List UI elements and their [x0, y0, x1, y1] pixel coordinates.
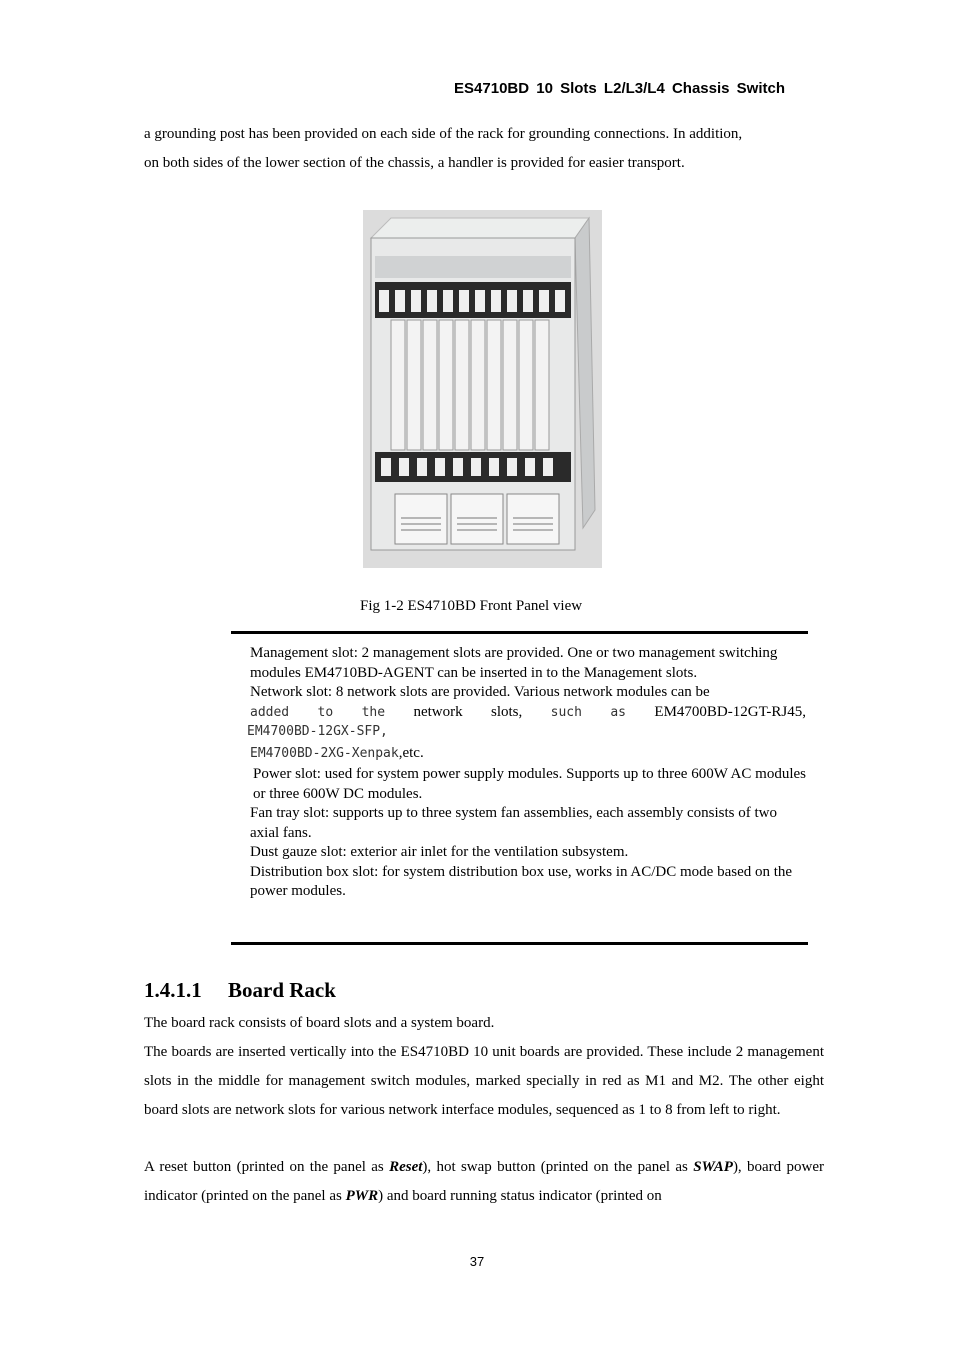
- figure-caption: Fig 1-2 ES4710BD Front Panel view: [360, 598, 583, 614]
- p3-text-a: A reset button (printed on the panel as: [144, 1159, 390, 1175]
- body-paragraph-1: The board rack consists of board slots and a system board.: [144, 1015, 495, 1031]
- note-network-d-tail: ,etc.: [398, 744, 424, 761]
- note-distribution: Distribution box slot: for system distribution box use, works in AC/DC mode based on the power modules.: [250, 863, 793, 899]
- note-network-b: [250, 703, 806, 723]
- note-network-word: added: [250, 704, 290, 720]
- running-header: ES4710BD 10 Slots L2/L3/L4 Chassis Switch: [454, 80, 785, 97]
- note-network-word: EM4700BD-12GT-RJ45,: [654, 703, 806, 720]
- p3-text-d: ) and board running status indicator (printed on: [378, 1188, 662, 1204]
- note-network-word: the: [361, 704, 386, 720]
- note-network-word: as: [610, 704, 627, 720]
- p3-text-b: ), hot swap button (printed on the panel as: [422, 1159, 694, 1175]
- reset-label: Reset: [389, 1159, 423, 1175]
- bottom-rule: [231, 942, 808, 945]
- section-title: Board Rack: [228, 978, 336, 1002]
- swap-label: SWAP: [693, 1159, 733, 1175]
- intro-paragraph: [144, 120, 824, 178]
- pwr-label: PWR: [345, 1188, 379, 1204]
- note-network-word: to: [317, 704, 334, 720]
- intro-line-2: on both sides of the lower section of the chassis, a handler is provided for easier transport.: [144, 155, 685, 171]
- chassis-photo: [363, 210, 602, 568]
- body-paragraph-3: [144, 1153, 824, 1211]
- section-number: 1.4.1.1: [144, 978, 202, 1002]
- note-network-word: such: [550, 704, 582, 720]
- note-power: Power slot: used for system power supply modules. Supports up to three 600W AC modules or three 600W DC modules.: [253, 766, 806, 802]
- top-rule: [231, 631, 808, 634]
- note-network-d: [250, 744, 806, 764]
- slot-notes: [247, 644, 806, 902]
- note-network-d-model: EM4700BD-2XG-Xenpak: [250, 745, 399, 761]
- page-number: 37: [469, 1254, 485, 1269]
- note-fan: Fan tray slot: supports up to three system fan assemblies, each assembly consists of two axial fans.: [250, 805, 777, 841]
- section-heading: [144, 978, 336, 1003]
- chassis-illustration: [363, 210, 602, 568]
- p3-text-c: ), board power indicator (printed on the panel as: [144, 1159, 824, 1204]
- note-management: Management slot: 2 management slots are provided. One or two management switching modules EM4710BD-AGENT can be inserted in to the Management slots.: [250, 645, 778, 681]
- note-network-a: Network slot: 8 network slots are provided. Various network modules can be: [250, 684, 710, 700]
- body-paragraph-2: The boards are inserted vertically into the ES4710BD 10 unit boards are provided. These include 2 management slots in the middle for management switch modules, marked specially in red as M1 and M2. The other eight board slots are network slots for various network interface modules, sequenced as 1 to 8 from left to right.: [144, 1044, 824, 1118]
- intro-line-1: a grounding post has been provided on each side of the rack for grounding connections. In addition,: [144, 126, 743, 142]
- note-dust: Dust gauze slot: exterior air inlet for the ventilation subsystem.: [250, 844, 629, 860]
- note-network-word: slots,: [491, 703, 523, 720]
- note-network-c: EM4700BD-12GX-SFP,: [247, 724, 388, 739]
- note-network-word: network: [413, 703, 463, 720]
